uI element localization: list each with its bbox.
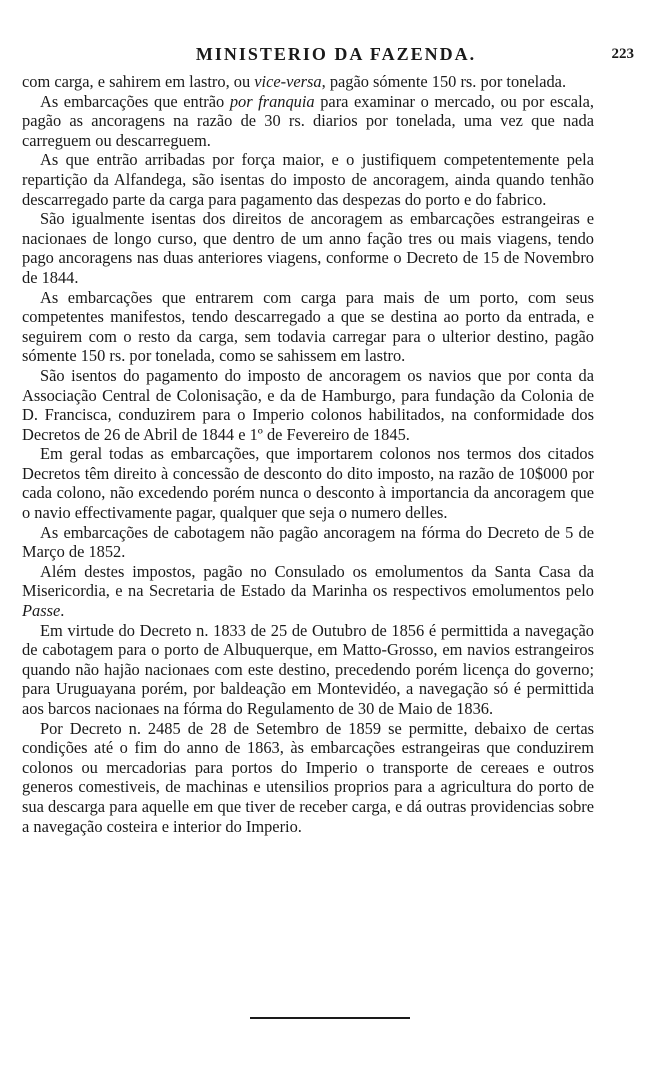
paragraph [22,523,594,562]
paragraph [22,209,594,287]
paragraph-text: São isentos do pagamento do imposto de ancoragem os navios que por conta da Associação Central de Colonisação, e da de Hamburgo, para fundação da Colonia de D. Francisca, conduzirem para o Imperio colonos habilitados, na conformidade dos Decretos de 26 de Abril de 1844 e 1º de Fevereiro de 1845. [22,365,594,444]
paragraph-text: Além destes impostos, pagão no Consulado os emolumentos da Santa Casa da Misericordia, e na Secretaria de Estado da Marinha os respectivos emolumentos pelo [22,561,594,601]
paragraph-text: para examinar o mercado, ou por escala, pagão as ancoragens na razão de 30 rs. diarios por tonelada, uma vez que nada carreguem ou descarreguem. [22,91,594,150]
paragraph [22,72,594,92]
paragraph-text: As que entrão arribadas por força maior, e o justifiquem competentemente pela repartição da Alfandega, são isentas do imposto de ancoragem, ainda quando tenhão descarregado parte da carga para pagamento das despezas do porto e do fabrico. [22,150,594,209]
paragraph-text: As embarcações que entrarem com carga para mais de um porto, com seus competentes manifestos, tendo descarregado a que se destina ao porto da entrada, e seguirem com o resto da carga, sem todavia carregar para o ulterior destino, pagão sómente 150 rs. por tonelada, como se sahissem em lastro. [22,287,594,366]
italic-text: vice-versa [254,72,322,91]
paragraph [22,150,594,209]
paragraph-text: Em geral todas as embarcações, que importarem colonos nos termos dos citados Decretos têm direito à concessão de desconto do dito imposto, na razão de 10$000 por cada colono, não excedendo porém nunca o desconto à importancia da ancoragem que o navio effectivamente pagar, qualquer que seja o numero delles. [22,444,594,523]
paragraph-text: São igualmente isentas dos direitos de ancoragem as embarcações estrangeiras e nacionaes de longo curso, que dentro de um anno fação tres ou mais viagens, tendo pago ancoragens nas duas anteriores viagens, conforme o Decreto de 15 de Novembro de 1844. [22,209,594,287]
body-text [22,72,594,836]
paragraph-text: As embarcações que entrão [40,91,230,111]
running-head [20,44,652,70]
italic-text: por franquia [229,91,315,111]
page-number: 223 [611,46,634,62]
paragraph-text: As embarcações de cabotagem não pagão ancoragem na fórma do Decreto de 5 de Março de 1852. [22,522,594,562]
running-title: MINISTERIO DA FAZENDA. [195,44,477,64]
paragraph-text: com carga, e sahirem em lastro, ou [22,72,255,91]
paragraph [22,288,594,366]
paragraph-text: , pagão sómente 150 rs. por tonelada. [321,72,567,91]
paragraph [22,366,594,444]
paragraph-text: Por Decreto n. 2485 de 28 de Setembro de 1859 se permitte, debaixo de certas condições até o fim do anno de 1863, às embarcações estrangeiras que conduzirem colonos ou mercadorias para portos do Imperio o transporte de cereaes e outros generos comestiveis, de machinas e utensilios proprios para a agricultura do porto de sua descarga para aquelle em que tiver de receber carga, e dá outras providencias sobre a navegação costeira e interior do Imperio. [22,718,594,836]
paragraph [22,621,594,719]
paragraph [22,562,594,621]
paragraph [22,719,594,837]
paragraph [22,92,594,151]
paragraph-text: . [60,601,65,621]
paragraph [22,444,594,522]
italic-text: Passe [22,601,61,621]
paragraph-text: Em virtude do Decreto n. 1833 de 25 de Outubro de 1856 é permittida a navegação de cabotagem para o porto de Albuquerque, em Matto-Grosso, em navios estrangeiros quando não hajão nacionaes com este destino, precedendo porém licença do governo; para Uruguayana porém, por baldeação em Montevidéo, a navegação só é permittida aos barcos nacionaes na fórma do Regulamento de 30 de Maio de 1836. [22,620,594,718]
end-rule [250,1017,410,1019]
